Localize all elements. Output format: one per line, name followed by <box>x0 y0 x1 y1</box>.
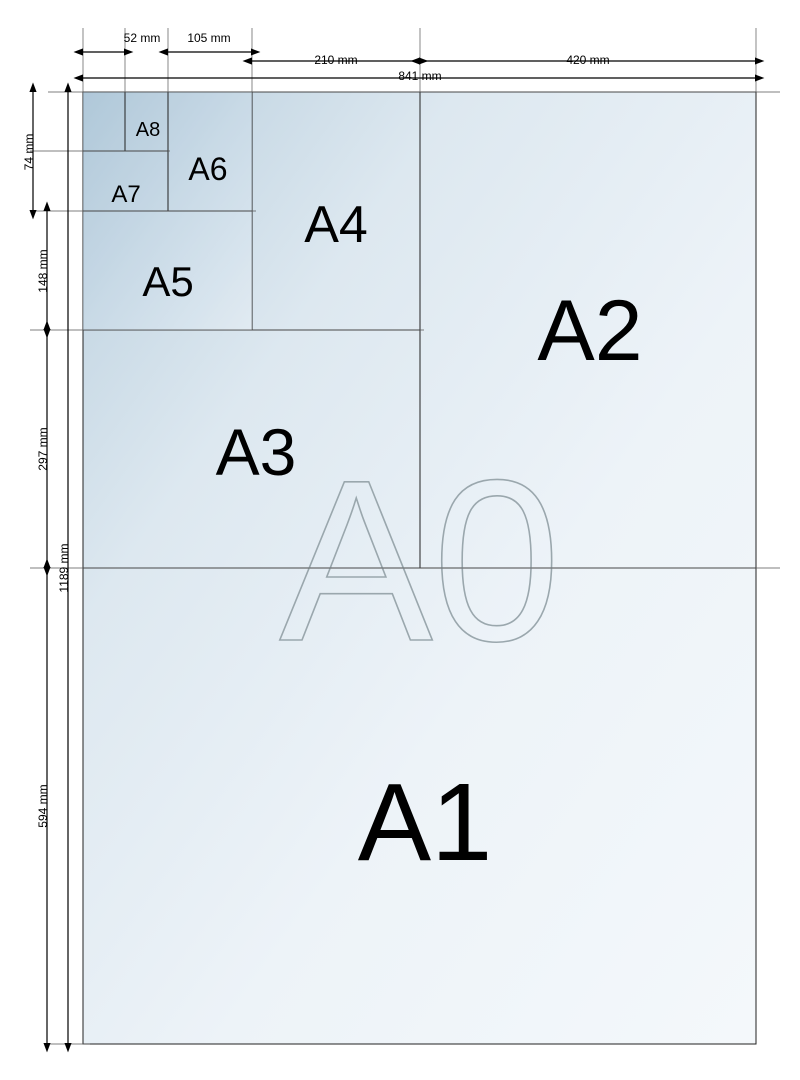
paper-label-a3: A3 <box>215 415 297 489</box>
dimension-label-105mm: 105 mm <box>187 31 231 45</box>
dimension-label-148mm: 148 mm <box>36 249 50 293</box>
dimension-1189mm <box>57 92 71 1044</box>
paper-label-a7: A7 <box>111 181 141 208</box>
dimension-label-594mm: 594 mm <box>36 784 50 828</box>
dimension-label-841mm: 841 mm <box>398 69 442 83</box>
dimension-label-74mm: 74 mm <box>22 133 36 171</box>
dimension-74mm <box>22 92 36 211</box>
paper-label-a4: A4 <box>304 196 368 254</box>
dimension-label-210mm: 210 mm <box>314 53 358 67</box>
dimension-label-52mm: 52 mm <box>123 31 161 45</box>
paper-label-a6: A6 <box>188 151 228 187</box>
dimension-841mm <box>83 69 756 83</box>
paper-label-a1: A1 <box>357 761 493 884</box>
paper-label-a2: A2 <box>537 283 643 379</box>
paper-label-a8: A8 <box>135 119 161 141</box>
dimension-label-1189mm: 1189 mm <box>57 543 71 593</box>
dimension-52mm <box>83 31 160 52</box>
dimension-420mm <box>420 53 756 67</box>
a0-outline-label <box>279 432 560 689</box>
dimension-label-420mm: 420 mm <box>566 53 610 67</box>
dimension-594mm <box>36 568 50 1044</box>
dimension-label-297mm: 297 mm <box>36 427 50 471</box>
paper-label-a0: A0 <box>279 432 561 689</box>
dimension-210mm <box>252 53 420 67</box>
dimension-105mm <box>168 31 252 52</box>
dimension-148mm <box>36 211 50 330</box>
dimension-297mm <box>36 330 50 568</box>
paper-label-a5: A5 <box>142 258 194 305</box>
